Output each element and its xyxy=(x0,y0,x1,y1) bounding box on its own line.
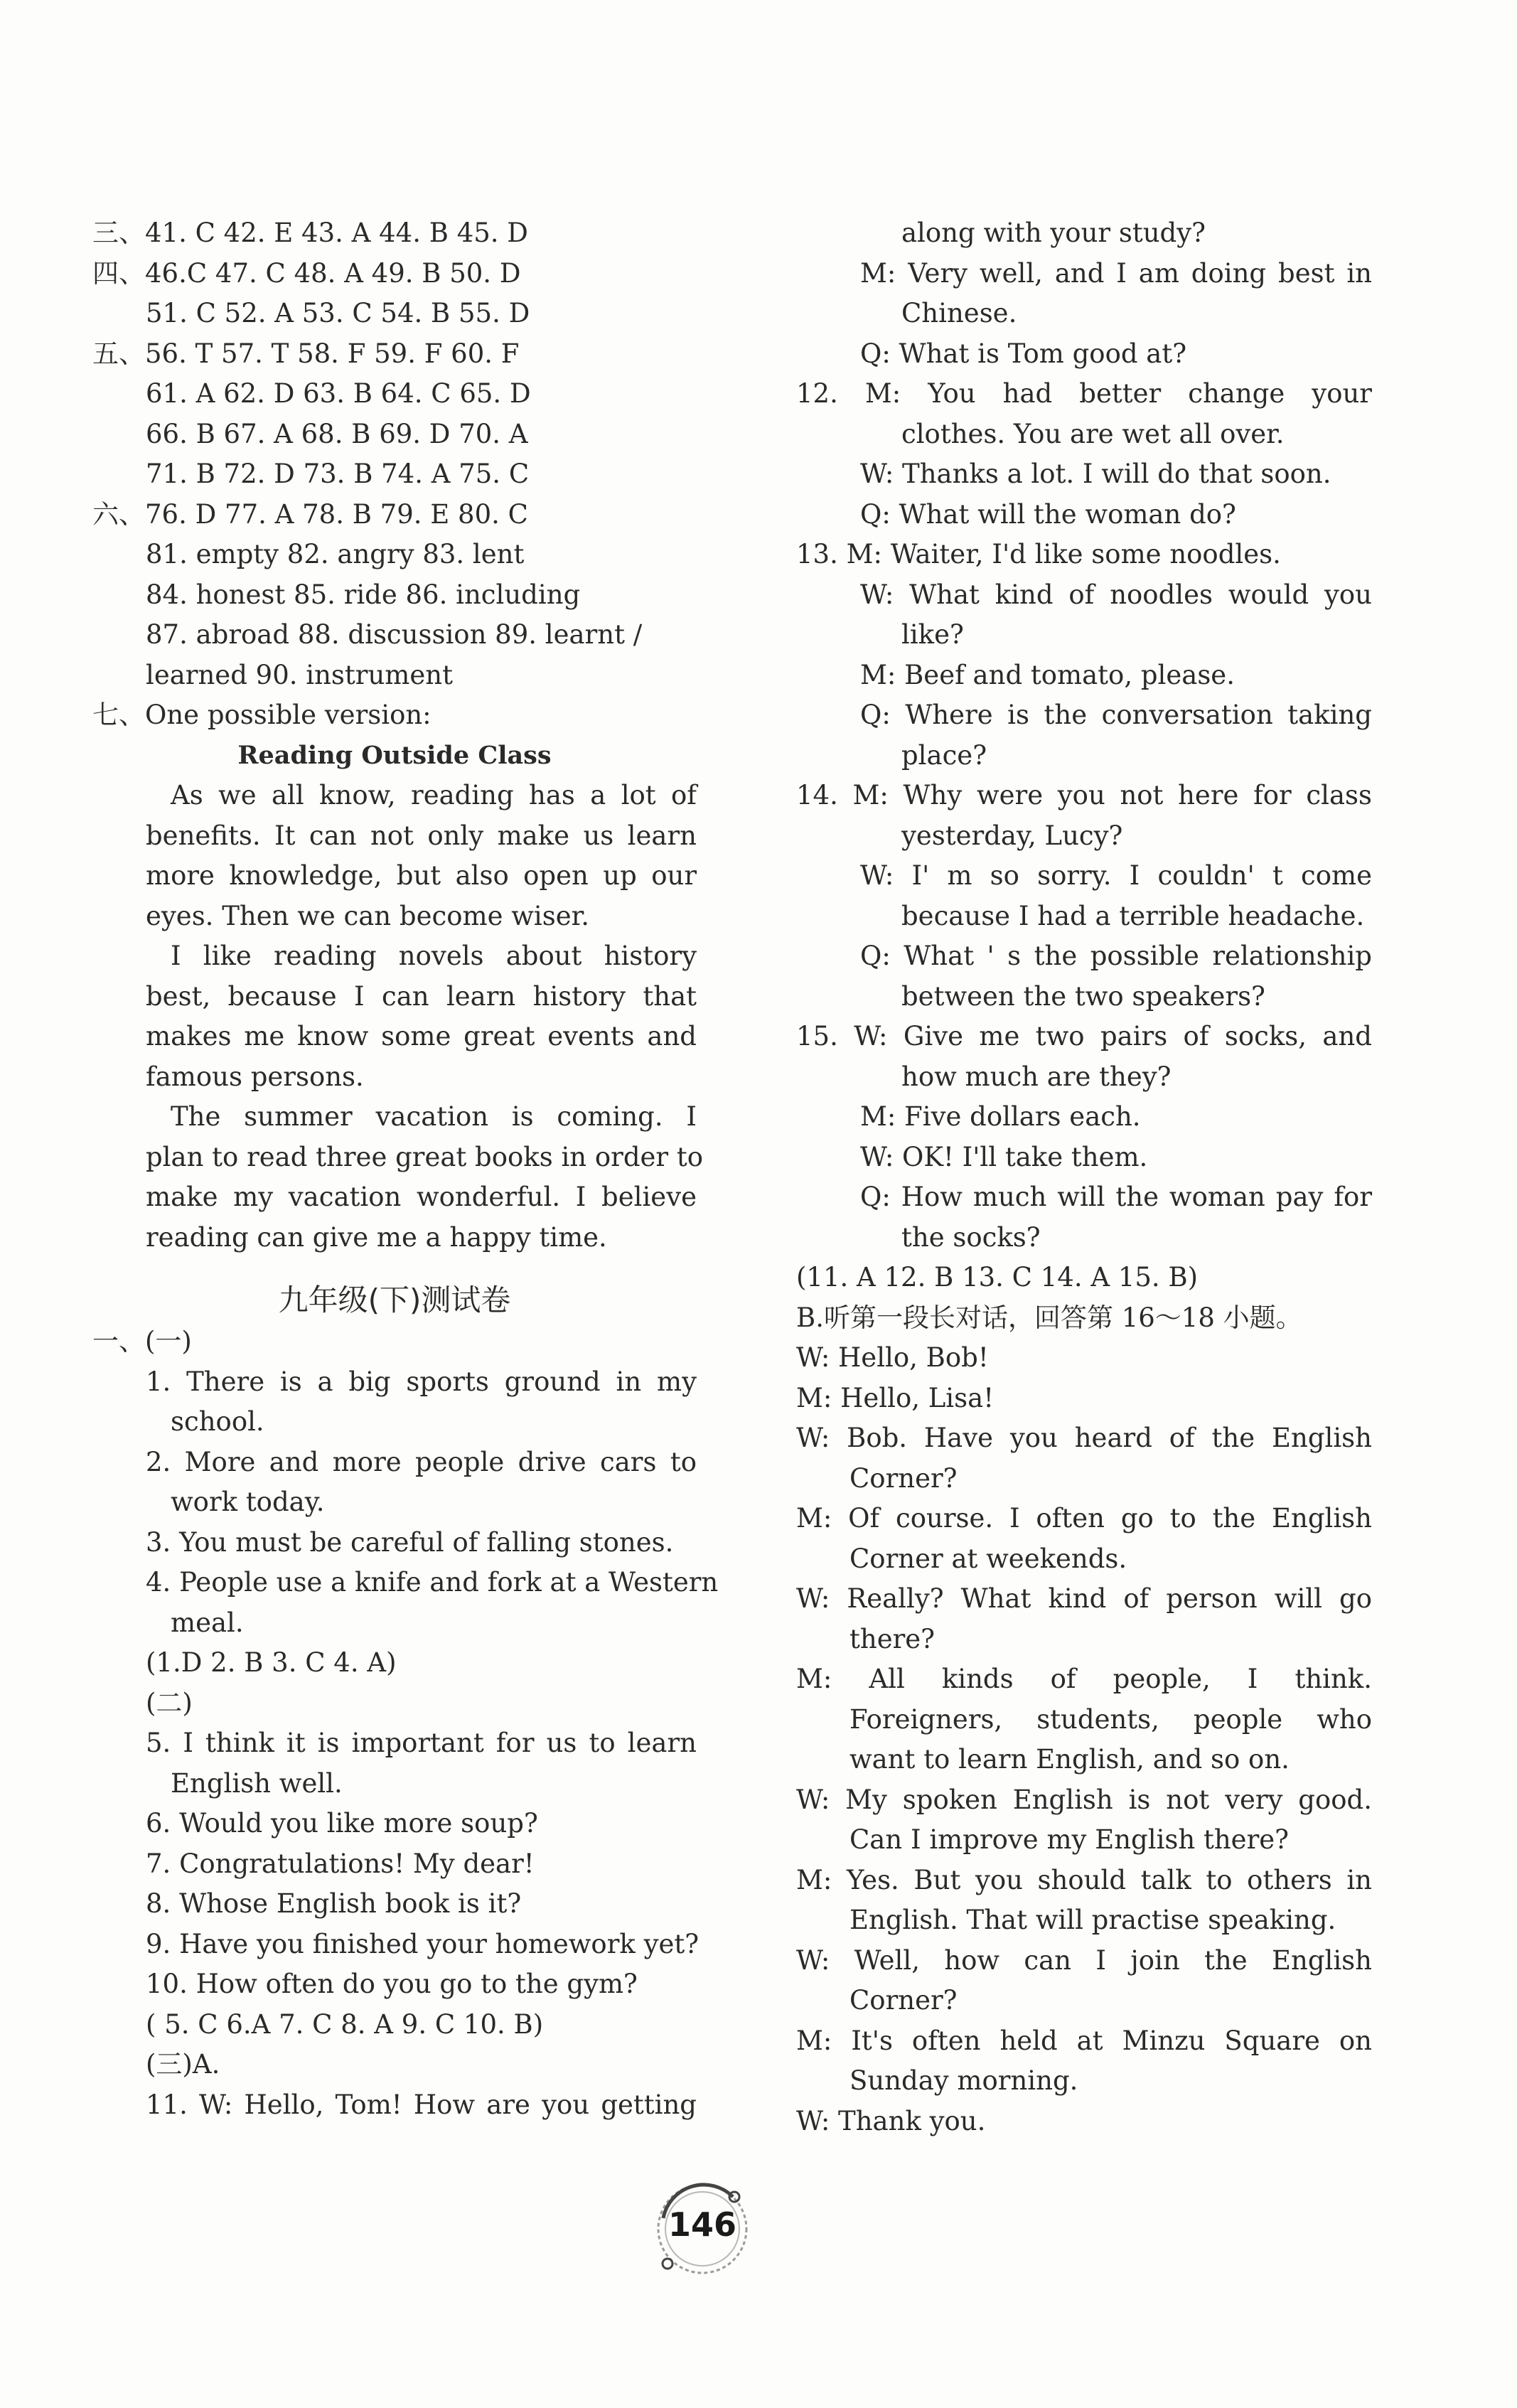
left-column-line: 3. You must be careful of falling stones. xyxy=(146,1526,674,1558)
left-column-line: 66. B 67. A 68. B 69. D 70. A xyxy=(146,418,528,449)
right-column-line: Foreigners, students, people who xyxy=(849,1703,1372,1735)
right-column-line: M: Of course. I often go to the English xyxy=(796,1503,1372,1534)
left-column-line: meal. xyxy=(171,1607,244,1638)
right-column-line: W: Hello, Bob! xyxy=(796,1342,989,1373)
right-column-line: along with your study? xyxy=(901,218,1206,248)
page-number: 146 xyxy=(668,2205,737,2244)
right-column-line: because I had a terrible headache. xyxy=(901,900,1365,931)
right-column-line: between the two speakers? xyxy=(901,980,1265,1012)
left-column-line: school. xyxy=(171,1406,264,1437)
right-column-line: 15. W: Give me two pairs of socks, and xyxy=(796,1021,1372,1052)
left-column-line: (二) xyxy=(146,1687,193,1718)
left-column-line: 81. empty 82. angry 83. lent xyxy=(146,539,525,569)
right-column xyxy=(796,213,1372,2141)
left-column-line: learned 90. instrument xyxy=(146,659,453,690)
right-column-line: like? xyxy=(901,619,964,650)
page-number-badge xyxy=(649,2176,756,2282)
right-column-line: M: Very well, and I am doing best in xyxy=(860,257,1372,289)
left-column-line: 61. A 62. D 63. B 64. C 65. D xyxy=(146,378,531,409)
right-column-line: Corner? xyxy=(849,1462,958,1494)
left-column-line: 1. There is a big sports ground in my xyxy=(146,1366,697,1397)
right-column-line: Q: What will the woman do? xyxy=(860,498,1236,530)
left-column-line: make my vacation wonderful. I believe xyxy=(146,1182,697,1212)
left-column-line: 87. abroad 88. discussion 89. learnt / xyxy=(146,619,643,650)
right-column-line: Q: What is Tom good at? xyxy=(860,338,1187,369)
left-column-line: (1.D 2. B 3. C 4. A) xyxy=(146,1647,397,1678)
right-column-line: English. That will practise speaking. xyxy=(849,1905,1336,1935)
right-column-line: clothes. You are wet all over. xyxy=(901,418,1285,449)
right-column-line: 12. M: You had better change your xyxy=(796,378,1372,409)
left-column-line: Reading Outside Class xyxy=(237,740,552,770)
left-column-line: reading can give me a happy time. xyxy=(146,1221,607,1253)
right-column-line: B.听第一段长对话，回答第 16～18 小题。 xyxy=(796,1302,1302,1333)
left-column xyxy=(92,213,719,2125)
left-column-line: work today. xyxy=(171,1487,325,1517)
right-column-line: the socks? xyxy=(901,1221,1041,1253)
right-column-line: yesterday, Lucy? xyxy=(901,820,1123,851)
right-column-line: Can I improve my English there? xyxy=(849,1824,1289,1855)
left-column-line: 2. More and more people drive cars to xyxy=(146,1446,697,1477)
left-column-line: makes me know some great events and xyxy=(146,1021,697,1052)
left-column-line: English well. xyxy=(171,1767,343,1799)
left-column-line: 四、46.C 47. C 48. A 49. B 50. D xyxy=(92,257,521,289)
right-column-line: Corner at weekends. xyxy=(849,1543,1127,1574)
right-column-line: how much are they? xyxy=(901,1061,1172,1092)
right-column-line: M: Beef and tomato, please. xyxy=(860,659,1235,690)
right-column-line: place? xyxy=(901,739,987,771)
left-column-line: plan to read three great books in order to xyxy=(146,1141,704,1172)
left-column-line: 8. Whose English book is it? xyxy=(146,1888,522,1919)
right-column-line: W: Bob. Have you heard of the English xyxy=(796,1423,1372,1453)
left-column-line: 7. Congratulations! My dear! xyxy=(146,1848,535,1879)
right-column-line: M: Hello, Lisa! xyxy=(796,1382,995,1413)
right-column-line: Chinese. xyxy=(901,298,1017,328)
left-column-line: 5. I think it is important for us to learn xyxy=(146,1728,697,1758)
left-column-line: I like reading novels about history xyxy=(171,941,697,971)
right-column-line: Q: How much will the woman pay for xyxy=(860,1182,1372,1212)
left-column-line: 51. C 52. A 53. C 54. B 55. D xyxy=(146,298,530,328)
right-column-line: W: Thanks a lot. I will do that soon. xyxy=(860,459,1331,489)
right-column-line: Sunday morning. xyxy=(849,2065,1078,2096)
left-column-line: 71. B 72. D 73. B 74. A 75. C xyxy=(146,459,530,489)
right-column-line: want to learn English, and so on. xyxy=(849,1744,1290,1775)
left-column-line: 九年级(下)测试卷 xyxy=(278,1283,511,1317)
left-column-line: best, because I can learn history that xyxy=(146,980,697,1012)
right-column-line: Q: What ' s the possible relationship xyxy=(860,941,1372,971)
left-column-line: ( 5. C 6.A 7. C 8. A 9. C 10. B) xyxy=(146,2008,544,2040)
left-column-line: 六、76. D 77. A 78. B 79. E 80. C xyxy=(92,498,528,530)
left-column-line: 五、56. T 57. T 58. F 59. F 60. F xyxy=(92,338,520,369)
right-column-line: 14. M: Why were you not here for class xyxy=(796,780,1372,810)
right-column-line: W: What kind of noodles would you xyxy=(860,579,1372,610)
left-column-line: more knowledge, but also open up our xyxy=(146,860,697,891)
right-column-line: 13. M: Waiter, I'd like some noodles. xyxy=(796,539,1281,569)
right-column-line: there? xyxy=(849,1623,936,1654)
right-column-line: M: Yes. But you should talk to others in xyxy=(796,1864,1372,1895)
left-column-line: (三)A. xyxy=(146,2049,220,2080)
left-column-line: 84. honest 85. ride 86. including xyxy=(146,579,581,610)
left-column-line: 9. Have you finished your homework yet? xyxy=(146,1928,699,1959)
right-column-line: W: My spoken English is not very good. xyxy=(796,1784,1372,1815)
right-column-line: M: Five dollars each. xyxy=(860,1101,1141,1132)
left-column-line: benefits. It can not only make us learn xyxy=(146,820,697,851)
right-column-line: (11. A 12. B 13. C 14. A 15. B) xyxy=(796,1262,1199,1293)
left-column-line: 三、41. C 42. E 43. A 44. B 45. D xyxy=(92,218,528,248)
left-column-line: 七、One possible version: xyxy=(92,700,431,730)
right-column-line: W: Well, how can I join the English xyxy=(796,1944,1372,1976)
right-column-line: Corner? xyxy=(849,1985,958,2016)
left-column-line: 6. Would you like more soup? xyxy=(146,1808,538,1839)
right-column-line: M: It's often held at Minzu Square on xyxy=(796,2025,1372,2056)
left-column-line: 10. How often do you go to the gym? xyxy=(146,1969,638,1999)
left-column-line: As we all know, reading has a lot of xyxy=(171,780,697,810)
left-column-line: famous persons. xyxy=(146,1061,364,1092)
right-column-line: W: Thank you. xyxy=(796,2105,986,2136)
right-column-line: W: Really? What kind of person will go xyxy=(796,1583,1372,1614)
left-column-line: 11. W: Hello, Tom! How are you getting xyxy=(146,2089,697,2120)
left-column-line: The summer vacation is coming. I xyxy=(171,1101,697,1132)
left-column-line: 一、(一) xyxy=(92,1326,192,1356)
left-column-line: eyes. Then we can become wiser. xyxy=(146,900,589,931)
right-column-line: W: I' m so sorry. I couldn' t come xyxy=(860,860,1372,891)
right-column-line: Q: Where is the conversation taking xyxy=(860,700,1372,730)
left-column-line: 4. People use a knife and fork at a Western xyxy=(146,1567,719,1598)
right-column-line: M: All kinds of people, I think. xyxy=(796,1664,1372,1694)
right-column-line: W: OK! I'll take them. xyxy=(860,1141,1148,1172)
